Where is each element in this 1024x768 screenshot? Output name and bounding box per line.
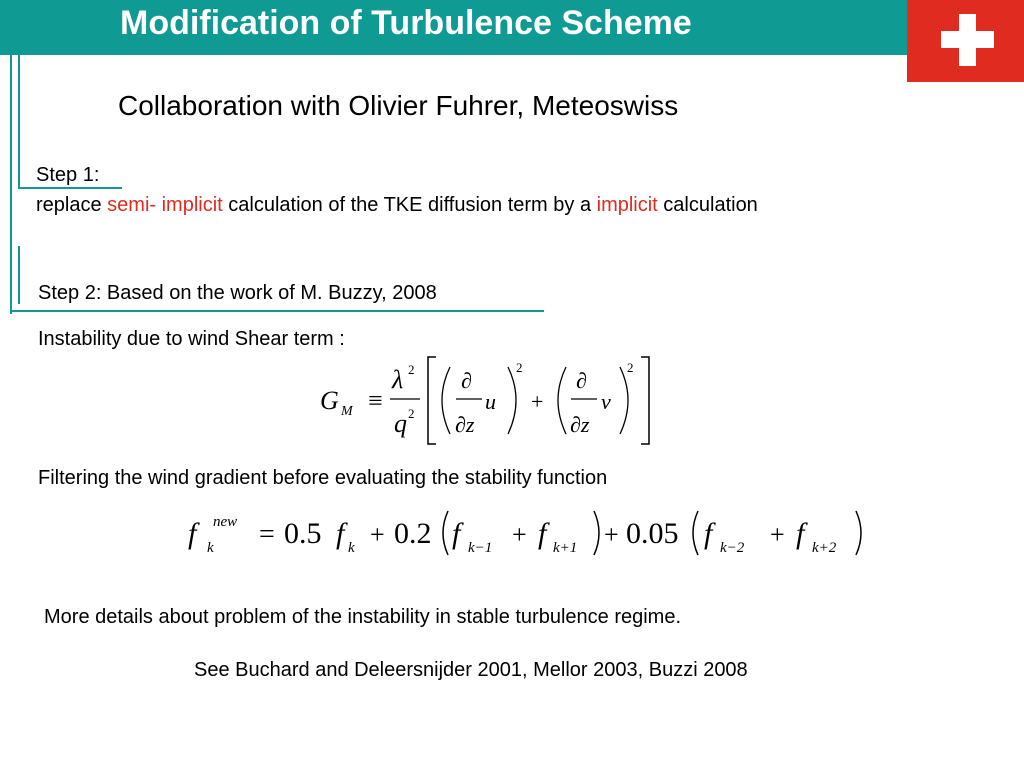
eq-sub-k2: k xyxy=(348,540,355,556)
frame-line-left-outer xyxy=(10,55,12,314)
eq-coef-1: 0.5 xyxy=(284,517,322,550)
filter-label: Filtering the wind gradient before evaluating the stability function xyxy=(38,467,608,489)
eq-partial-2: ∂ xyxy=(576,368,587,393)
eq-lambda: λ xyxy=(392,365,404,394)
eq-equiv: ≡ xyxy=(368,386,383,415)
eq-coef-3: 0.05 xyxy=(626,517,679,550)
slide-title: Modification of Turbulence Scheme xyxy=(120,4,692,42)
eq-plus-1: + xyxy=(370,520,385,549)
eq-plus-2: + xyxy=(512,520,527,549)
eq-f-km2: f xyxy=(704,517,713,550)
eq-q: q xyxy=(394,409,407,438)
eq-f-kp2: f xyxy=(796,517,805,550)
step2-heading: Step 2: Based on the work of M. Buzzy, 2008 xyxy=(38,282,437,304)
eq-u: u xyxy=(485,389,496,414)
step1-text-part: calculation xyxy=(657,194,758,216)
eq-sub-km1: k−1 xyxy=(468,540,493,556)
eq-plus-4: + xyxy=(770,520,785,549)
eq-q-sq: 2 xyxy=(408,406,415,421)
eq-paren-close-b xyxy=(856,511,861,555)
eq-sub-kp2: k+2 xyxy=(812,540,837,556)
eq-lambda-sq: 2 xyxy=(408,362,415,377)
eq-f-k: f xyxy=(336,517,345,550)
frame-line-mid xyxy=(18,246,20,304)
eq-partial-1: ∂ xyxy=(461,368,472,393)
shear-equation xyxy=(310,352,670,452)
step1-text xyxy=(36,194,758,217)
details-note: More details about problem of the instability in stable turbulence regime. xyxy=(44,606,682,628)
eq-f-new: f xyxy=(188,517,197,550)
eq-sup-new: new xyxy=(213,514,238,530)
step1-highlight-implicit: implicit xyxy=(596,194,658,216)
eq-paren-open-a xyxy=(443,511,448,555)
eq-dz-1: ∂z xyxy=(455,412,475,437)
eq-paren-open-1 xyxy=(442,367,450,434)
eq-coef-2: 0.2 xyxy=(394,517,432,550)
eq-paren-close-2 xyxy=(620,367,628,434)
eq-sq-1: 2 xyxy=(516,360,523,375)
eq-f-km1: f xyxy=(452,517,461,550)
frame-line-step2 xyxy=(10,310,544,312)
eq-right-bracket xyxy=(641,357,649,444)
eq-g-sub: M xyxy=(341,404,353,419)
instability-label: Instability due to wind Shear term : xyxy=(38,328,345,350)
references-note: See Buchard and Deleersnijder 2001, Mellor 2003, Buzzi 2008 xyxy=(194,659,748,681)
eq-dz-2: ∂z xyxy=(570,412,590,437)
step1-heading: Step 1: xyxy=(36,164,100,186)
title-bar xyxy=(0,0,907,55)
eq-equals: = xyxy=(259,519,275,550)
eq-left-bracket xyxy=(428,357,436,444)
eq-v: v xyxy=(601,389,611,414)
eq-plus-3: + xyxy=(604,520,619,549)
step1-highlight-semi-implicit: semi- implicit xyxy=(107,194,223,216)
eq-paren-close-1 xyxy=(508,367,516,434)
eq-sq-2: 2 xyxy=(627,360,634,375)
eq-sub-km2: k−2 xyxy=(720,540,745,556)
eq-paren-close-a xyxy=(594,511,599,555)
frame-line-left-inner xyxy=(18,55,20,189)
step1-text-part: calculation of the TKE diffusion term by a xyxy=(222,194,597,216)
filter-equation xyxy=(180,505,880,565)
subtitle: Collaboration with Olivier Fuhrer, Meteoswiss xyxy=(118,90,679,121)
frame-line-step1 xyxy=(18,187,122,189)
eq-paren-open-b xyxy=(693,511,698,555)
eq-f-kp1: f xyxy=(538,517,547,550)
eq-g: G xyxy=(320,386,339,415)
eq-sub-kp1: k+1 xyxy=(553,540,578,556)
step1-text-part: replace xyxy=(36,194,108,216)
eq-sub-k: k xyxy=(207,540,214,556)
swiss-flag-icon xyxy=(907,0,1024,82)
eq-plus: + xyxy=(531,389,544,414)
eq-paren-open-2 xyxy=(558,367,566,434)
